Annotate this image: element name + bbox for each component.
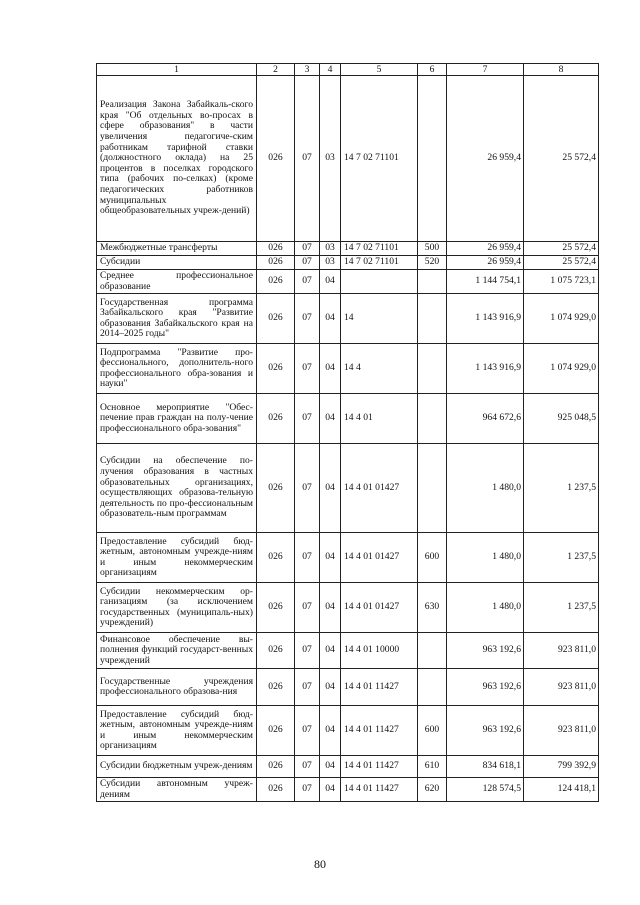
- cell-section: 07: [295, 706, 320, 756]
- cell-expense-type: 630: [418, 583, 447, 633]
- cell-target-article: 14 4 01 10000: [341, 633, 418, 669]
- cell-name: Межбюджетные трансферты: [97, 242, 257, 256]
- cell-name: Субсидии: [97, 256, 257, 270]
- cell-subsection: 04: [320, 756, 341, 778]
- table-row: [97, 242, 599, 256]
- cell-name: Субсидии на обеспечение по-лучения образования в частных образовательных организациях, осуществляющих образова-тельную деятельность по про-фессиональным образователь-ным программам: [97, 444, 257, 533]
- cell-subsection: 04: [320, 633, 341, 669]
- cell-target-article: 14 7 02 71101: [341, 256, 418, 270]
- cell-amount-1: 1 144 754,1: [447, 270, 524, 294]
- cell-amount-1: 128 574,5: [447, 778, 524, 802]
- cell-amount-2: 923 811,0: [524, 669, 599, 706]
- table-row: [97, 778, 599, 802]
- cell-expense-type: 620: [418, 778, 447, 802]
- cell-ministry-code: 026: [257, 256, 295, 270]
- cell-amount-2: 1 237,5: [524, 444, 599, 533]
- cell-expense-type: 500: [418, 242, 447, 256]
- cell-name: Государственные учреждения профессионального образова-ния: [97, 669, 257, 706]
- cell-section: 07: [295, 394, 320, 444]
- cell-amount-2: 25 572,4: [524, 256, 599, 270]
- cell-subsection: 04: [320, 778, 341, 802]
- cell-ministry-code: 026: [257, 444, 295, 533]
- cell-name: Субсидии автономным учреж-дениям: [97, 778, 257, 802]
- cell-amount-2: 25 572,4: [524, 76, 599, 242]
- cell-amount-1: 963 192,6: [447, 669, 524, 706]
- cell-amount-1: 26 959,4: [447, 256, 524, 270]
- cell-amount-2: 1 074 929,0: [524, 294, 599, 344]
- cell-subsection: 04: [320, 533, 341, 583]
- cell-target-article: 14 4 01 11427: [341, 778, 418, 802]
- table-header-row: [97, 64, 599, 76]
- cell-amount-1: 834 618,1: [447, 756, 524, 778]
- cell-section: 07: [295, 633, 320, 669]
- cell-subsection: 04: [320, 270, 341, 294]
- cell-target-article: 14 4 01 11427: [341, 706, 418, 756]
- cell-ministry-code: 026: [257, 706, 295, 756]
- cell-expense-type: [418, 669, 447, 706]
- table-row: [97, 633, 599, 669]
- table-body: [97, 76, 599, 802]
- cell-expense-type: 600: [418, 706, 447, 756]
- cell-subsection: 04: [320, 583, 341, 633]
- cell-target-article: 14 4 01 11427: [341, 669, 418, 706]
- cell-name: Предоставление субсидий бюд-жетным, автономным учрежде-ниям и иным некоммерческим организациям: [97, 533, 257, 583]
- cell-target-article: 14 4 01 01427: [341, 583, 418, 633]
- cell-target-article: 14 7 02 71101: [341, 76, 418, 242]
- cell-subsection: 04: [320, 344, 341, 394]
- cell-section: 07: [295, 669, 320, 706]
- cell-amount-2: 925 048,5: [524, 394, 599, 444]
- cell-ministry-code: 026: [257, 778, 295, 802]
- table-row: [97, 669, 599, 706]
- cell-name: Субсидии бюджетным учреж-дениям: [97, 756, 257, 778]
- cell-amount-2: 1 237,5: [524, 583, 599, 633]
- cell-amount-1: 963 192,6: [447, 633, 524, 669]
- cell-expense-type: [418, 294, 447, 344]
- cell-amount-2: 124 418,1: [524, 778, 599, 802]
- table-row: [97, 533, 599, 583]
- table-row: [97, 394, 599, 444]
- column-header: 8: [524, 64, 599, 76]
- cell-amount-1: 26 959,4: [447, 76, 524, 242]
- cell-ministry-code: 026: [257, 533, 295, 583]
- table-row: [97, 756, 599, 778]
- cell-expense-type: 520: [418, 256, 447, 270]
- cell-subsection: 03: [320, 256, 341, 270]
- cell-ministry-code: 026: [257, 344, 295, 394]
- cell-section: 07: [295, 344, 320, 394]
- cell-target-article: 14 4 01 01427: [341, 444, 418, 533]
- column-header: 1: [97, 64, 257, 76]
- budget-table: [96, 63, 599, 802]
- cell-section: 07: [295, 256, 320, 270]
- table-row: [97, 256, 599, 270]
- cell-section: 07: [295, 533, 320, 583]
- cell-subsection: 04: [320, 669, 341, 706]
- cell-amount-2: 1 237,5: [524, 533, 599, 583]
- cell-expense-type: [418, 394, 447, 444]
- cell-ministry-code: 026: [257, 633, 295, 669]
- column-header: 3: [295, 64, 320, 76]
- cell-name: Субсидии некоммерческим ор-ганизациям (за исключением государственных (муниципаль-ных) учреждений): [97, 583, 257, 633]
- cell-name: Финансовое обеспечение вы-полнения функций государст-венных учреждений: [97, 633, 257, 669]
- cell-expense-type: [418, 270, 447, 294]
- cell-expense-type: [418, 76, 447, 242]
- cell-ministry-code: 026: [257, 669, 295, 706]
- cell-target-article: 14 4 01 01427: [341, 533, 418, 583]
- cell-section: 07: [295, 756, 320, 778]
- cell-name: Предоставление субсидий бюд-жетным, автономным учрежде-ниям и иным некоммерческим организациям: [97, 706, 257, 756]
- cell-amount-1: 26 959,4: [447, 242, 524, 256]
- table-row: [97, 294, 599, 344]
- cell-amount-2: 923 811,0: [524, 706, 599, 756]
- cell-amount-2: 1 075 723,1: [524, 270, 599, 294]
- cell-target-article: 14: [341, 294, 418, 344]
- cell-subsection: 04: [320, 294, 341, 344]
- cell-ministry-code: 026: [257, 242, 295, 256]
- cell-section: 07: [295, 294, 320, 344]
- cell-expense-type: [418, 344, 447, 394]
- cell-amount-1: 1 480,0: [447, 583, 524, 633]
- table-row: [97, 706, 599, 756]
- cell-section: 07: [295, 242, 320, 256]
- cell-name: Подпрограмма "Развитие про-фессионального, дополнитель-ного профессионального обра-зования и науки": [97, 344, 257, 394]
- cell-section: 07: [295, 270, 320, 294]
- cell-section: 07: [295, 778, 320, 802]
- table-row: [97, 583, 599, 633]
- cell-subsection: 04: [320, 444, 341, 533]
- cell-amount-1: 1 480,0: [447, 533, 524, 583]
- cell-ministry-code: 026: [257, 756, 295, 778]
- cell-amount-1: 964 672,6: [447, 394, 524, 444]
- cell-amount-2: 799 392,9: [524, 756, 599, 778]
- cell-section: 07: [295, 583, 320, 633]
- table-row: [97, 444, 599, 533]
- cell-subsection: 03: [320, 242, 341, 256]
- cell-expense-type: [418, 633, 447, 669]
- cell-name: Реализация Закона Забайкаль-ского края "Об отдельных во-просах в сфере образования" в части увеличения педагогиче-ским работникам тарифной ставки (должностного оклада) на 25 процентов в поселках городского типа (рабочих по-селках) (кроме педагогических работников муниципальных общеобразовательных учреж-дений): [97, 76, 257, 242]
- table-row: [97, 270, 599, 294]
- cell-amount-1: 963 192,6: [447, 706, 524, 756]
- cell-target-article: 14 4 01: [341, 394, 418, 444]
- cell-amount-1: 1 143 916,9: [447, 344, 524, 394]
- cell-ministry-code: 026: [257, 270, 295, 294]
- cell-expense-type: [418, 444, 447, 533]
- cell-name: Государственная программа Забайкальского края "Развитие образования Забайкальского края на 2014–2025 годы": [97, 294, 257, 344]
- cell-subsection: 04: [320, 706, 341, 756]
- cell-amount-1: 1 480,0: [447, 444, 524, 533]
- cell-target-article: 14 7 02 71101: [341, 242, 418, 256]
- cell-expense-type: 610: [418, 756, 447, 778]
- cell-amount-1: 1 143 916,9: [447, 294, 524, 344]
- column-header: 4: [320, 64, 341, 76]
- table-row: [97, 76, 599, 242]
- cell-subsection: 03: [320, 76, 341, 242]
- cell-ministry-code: 026: [257, 394, 295, 444]
- cell-amount-2: 25 572,4: [524, 242, 599, 256]
- cell-target-article: 14 4 01 11427: [341, 756, 418, 778]
- cell-expense-type: 600: [418, 533, 447, 583]
- column-header: 6: [418, 64, 447, 76]
- cell-ministry-code: 026: [257, 294, 295, 344]
- cell-amount-2: 923 811,0: [524, 633, 599, 669]
- budget-table-sheet: [96, 63, 598, 802]
- column-header: 5: [341, 64, 418, 76]
- cell-subsection: 04: [320, 394, 341, 444]
- cell-name: Основное мероприятие "Обес-печение прав граждан на полу-чение профессионального обра-зования": [97, 394, 257, 444]
- column-header: 7: [447, 64, 524, 76]
- page-number: 80: [314, 857, 326, 871]
- cell-ministry-code: 026: [257, 76, 295, 242]
- cell-section: 07: [295, 444, 320, 533]
- column-header: 2: [257, 64, 295, 76]
- cell-amount-2: 1 074 929,0: [524, 344, 599, 394]
- cell-name: Среднее профессиональное образование: [97, 270, 257, 294]
- table-row: [97, 344, 599, 394]
- cell-target-article: 14 4: [341, 344, 418, 394]
- cell-ministry-code: 026: [257, 583, 295, 633]
- cell-target-article: [341, 270, 418, 294]
- cell-section: 07: [295, 76, 320, 242]
